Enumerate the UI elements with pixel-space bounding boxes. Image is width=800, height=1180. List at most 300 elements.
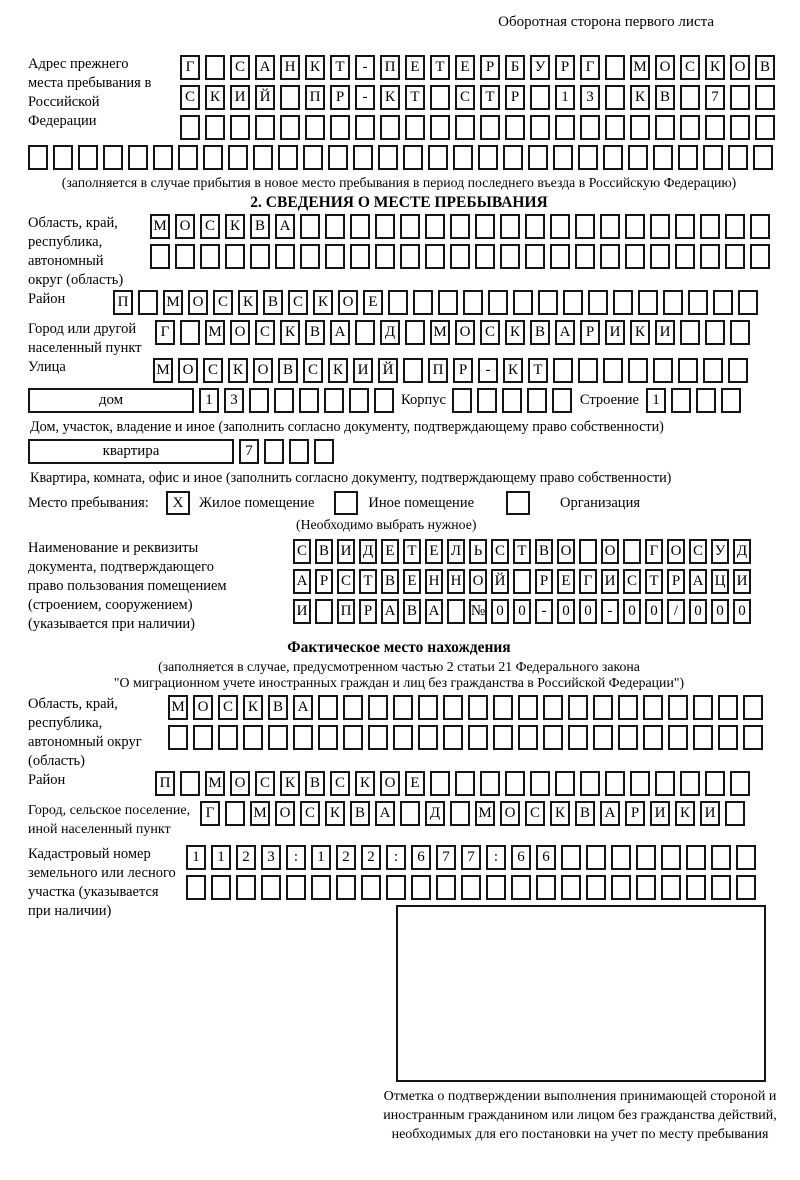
form-cell[interactable]	[693, 695, 713, 720]
form-cell[interactable]: М	[153, 358, 173, 383]
form-cell[interactable]	[128, 145, 148, 170]
form-cell[interactable]	[618, 695, 638, 720]
form-cell[interactable]: К	[305, 55, 325, 80]
form-cell[interactable]: П	[337, 599, 355, 624]
form-cell[interactable]: К	[328, 358, 348, 383]
form-cell[interactable]	[611, 845, 631, 870]
form-cell[interactable]	[430, 115, 450, 140]
form-cell[interactable]	[500, 244, 520, 269]
form-cell[interactable]: О	[557, 539, 575, 564]
form-cell[interactable]: К	[550, 801, 570, 826]
form-cell[interactable]	[230, 115, 250, 140]
form-cell[interactable]	[543, 725, 563, 750]
form-cell[interactable]	[275, 244, 295, 269]
form-cell[interactable]	[264, 439, 284, 464]
form-cell[interactable]	[355, 115, 375, 140]
form-cell[interactable]	[318, 695, 338, 720]
form-cell[interactable]	[493, 695, 513, 720]
form-cell[interactable]: Л	[447, 539, 465, 564]
form-cell[interactable]: В	[530, 320, 550, 345]
form-cell[interactable]	[368, 725, 388, 750]
form-cell[interactable]: С	[200, 214, 220, 239]
form-cell[interactable]	[550, 214, 570, 239]
form-cell[interactable]	[450, 801, 470, 826]
form-cell[interactable]	[503, 145, 523, 170]
form-cell[interactable]	[186, 875, 206, 900]
form-cell[interactable]: О	[338, 290, 358, 315]
checkbox-organization[interactable]	[506, 491, 530, 515]
form-cell[interactable]	[468, 725, 488, 750]
form-cell[interactable]: Р	[330, 85, 350, 110]
form-cell[interactable]	[403, 358, 423, 383]
form-cell[interactable]	[525, 214, 545, 239]
form-cell[interactable]	[374, 388, 394, 413]
form-cell[interactable]: С	[230, 55, 250, 80]
form-cell[interactable]	[350, 244, 370, 269]
form-cell[interactable]: Г	[580, 55, 600, 80]
form-cell[interactable]	[680, 771, 700, 796]
form-cell[interactable]	[178, 145, 198, 170]
form-cell[interactable]: Т	[359, 569, 377, 594]
form-cell[interactable]	[150, 244, 170, 269]
form-cell[interactable]	[468, 695, 488, 720]
form-cell[interactable]	[463, 290, 483, 315]
form-cell[interactable]	[543, 695, 563, 720]
form-cell[interactable]	[403, 145, 423, 170]
form-cell[interactable]: В	[655, 85, 675, 110]
form-cell[interactable]	[603, 358, 623, 383]
form-cell[interactable]	[311, 875, 331, 900]
form-cell[interactable]: О	[500, 801, 520, 826]
form-cell[interactable]: Б	[505, 55, 525, 80]
form-cell[interactable]	[436, 875, 456, 900]
form-cell[interactable]: Е	[425, 539, 443, 564]
form-cell[interactable]	[628, 145, 648, 170]
form-cell[interactable]	[636, 845, 656, 870]
form-cell[interactable]	[380, 115, 400, 140]
form-cell[interactable]	[505, 771, 525, 796]
form-cell[interactable]	[455, 115, 475, 140]
form-cell[interactable]	[400, 214, 420, 239]
form-cell[interactable]	[280, 85, 300, 110]
form-cell[interactable]	[513, 290, 533, 315]
form-cell[interactable]: 2	[361, 845, 381, 870]
form-cell[interactable]	[755, 115, 775, 140]
form-cell[interactable]	[561, 845, 581, 870]
form-cell[interactable]	[400, 801, 420, 826]
form-cell[interactable]	[680, 320, 700, 345]
form-cell[interactable]	[743, 695, 763, 720]
form-cell[interactable]: -	[355, 55, 375, 80]
form-cell[interactable]: В	[315, 539, 333, 564]
form-cell[interactable]	[653, 358, 673, 383]
form-cell[interactable]	[713, 290, 733, 315]
form-cell[interactable]	[343, 725, 363, 750]
form-cell[interactable]: К	[380, 85, 400, 110]
form-cell[interactable]	[438, 290, 458, 315]
form-cell[interactable]	[527, 388, 547, 413]
form-cell[interactable]	[705, 115, 725, 140]
form-cell[interactable]: 3	[224, 388, 244, 413]
form-cell[interactable]	[575, 214, 595, 239]
form-cell[interactable]: Д	[733, 539, 751, 564]
form-cell[interactable]	[678, 145, 698, 170]
form-cell[interactable]: 6	[511, 845, 531, 870]
form-cell[interactable]	[753, 145, 773, 170]
form-cell[interactable]	[725, 801, 745, 826]
form-cell[interactable]	[625, 214, 645, 239]
form-cell[interactable]	[743, 725, 763, 750]
form-cell[interactable]	[253, 145, 273, 170]
form-cell[interactable]	[103, 145, 123, 170]
form-cell[interactable]: К	[225, 214, 245, 239]
form-cell[interactable]	[688, 290, 708, 315]
form-cell[interactable]	[289, 439, 309, 464]
form-cell[interactable]: П	[155, 771, 175, 796]
form-cell[interactable]	[28, 145, 48, 170]
form-cell[interactable]	[618, 725, 638, 750]
form-cell[interactable]: -	[355, 85, 375, 110]
form-cell[interactable]	[475, 214, 495, 239]
form-cell[interactable]: П	[380, 55, 400, 80]
form-cell[interactable]	[730, 320, 750, 345]
form-cell[interactable]	[343, 695, 363, 720]
form-cell[interactable]	[736, 875, 756, 900]
form-cell[interactable]	[555, 771, 575, 796]
form-cell[interactable]	[630, 115, 650, 140]
form-cell[interactable]	[293, 725, 313, 750]
form-cell[interactable]: Р	[505, 85, 525, 110]
form-cell[interactable]: :	[386, 845, 406, 870]
form-cell[interactable]: С	[330, 771, 350, 796]
form-cell[interactable]	[693, 725, 713, 750]
form-cell[interactable]	[452, 388, 472, 413]
form-cell[interactable]: С	[213, 290, 233, 315]
form-cell[interactable]: В	[263, 290, 283, 315]
form-cell[interactable]	[480, 115, 500, 140]
form-cell[interactable]: Т	[405, 85, 425, 110]
form-cell[interactable]: С	[203, 358, 223, 383]
form-cell[interactable]	[480, 771, 500, 796]
form-cell[interactable]	[453, 145, 473, 170]
form-cell[interactable]	[530, 85, 550, 110]
form-cell[interactable]	[250, 244, 270, 269]
form-cell[interactable]: 7	[705, 85, 725, 110]
form-cell[interactable]: К	[705, 55, 725, 80]
form-cell[interactable]	[600, 244, 620, 269]
form-cell[interactable]: 1	[186, 845, 206, 870]
form-cell[interactable]	[425, 244, 445, 269]
form-cell[interactable]: Н	[425, 569, 443, 594]
form-cell[interactable]: И	[601, 569, 619, 594]
form-cell[interactable]: О	[188, 290, 208, 315]
form-cell[interactable]: 0	[623, 599, 641, 624]
form-cell[interactable]	[653, 145, 673, 170]
form-cell[interactable]	[225, 801, 245, 826]
form-cell[interactable]	[588, 290, 608, 315]
form-cell[interactable]	[205, 115, 225, 140]
form-cell[interactable]: В	[755, 55, 775, 80]
form-cell[interactable]	[750, 214, 770, 239]
form-cell[interactable]	[686, 875, 706, 900]
form-cell[interactable]: С	[300, 801, 320, 826]
form-cell[interactable]	[668, 725, 688, 750]
form-cell[interactable]	[711, 875, 731, 900]
form-cell[interactable]: Н	[280, 55, 300, 80]
form-cell[interactable]	[286, 875, 306, 900]
form-cell[interactable]: 0	[645, 599, 663, 624]
form-cell[interactable]: Е	[381, 539, 399, 564]
form-cell[interactable]: 0	[513, 599, 531, 624]
form-cell[interactable]: 0	[491, 599, 509, 624]
form-cell[interactable]: М	[250, 801, 270, 826]
form-cell[interactable]	[586, 845, 606, 870]
form-cell[interactable]	[325, 244, 345, 269]
form-cell[interactable]: Е	[403, 569, 421, 594]
form-cell[interactable]	[261, 875, 281, 900]
form-cell[interactable]	[675, 214, 695, 239]
form-cell[interactable]	[243, 725, 263, 750]
form-cell[interactable]: М	[150, 214, 170, 239]
form-cell[interactable]: К	[238, 290, 258, 315]
form-cell[interactable]	[638, 290, 658, 315]
form-cell[interactable]: О	[230, 771, 250, 796]
form-cell[interactable]: 1	[211, 845, 231, 870]
form-cell[interactable]: 7	[436, 845, 456, 870]
form-cell[interactable]	[318, 725, 338, 750]
form-cell[interactable]: К	[325, 801, 345, 826]
form-cell[interactable]	[605, 85, 625, 110]
form-cell[interactable]: М	[168, 695, 188, 720]
form-cell[interactable]: К	[630, 85, 650, 110]
form-cell[interactable]	[477, 388, 497, 413]
form-cell[interactable]	[661, 845, 681, 870]
form-cell[interactable]	[530, 771, 550, 796]
form-cell[interactable]	[568, 725, 588, 750]
form-cell[interactable]: К	[205, 85, 225, 110]
form-cell[interactable]	[718, 695, 738, 720]
form-cell[interactable]	[378, 145, 398, 170]
form-cell[interactable]	[255, 115, 275, 140]
form-cell[interactable]	[153, 145, 173, 170]
form-cell[interactable]: 0	[689, 599, 707, 624]
form-cell[interactable]: А	[330, 320, 350, 345]
form-cell[interactable]	[550, 244, 570, 269]
form-cell[interactable]: П	[305, 85, 325, 110]
form-cell[interactable]	[728, 358, 748, 383]
form-cell[interactable]: С	[293, 539, 311, 564]
form-cell[interactable]	[518, 695, 538, 720]
form-cell[interactable]	[675, 244, 695, 269]
form-cell[interactable]	[193, 725, 213, 750]
form-cell[interactable]	[663, 290, 683, 315]
form-cell[interactable]: Е	[557, 569, 575, 594]
form-cell[interactable]	[705, 771, 725, 796]
form-cell[interactable]	[205, 55, 225, 80]
form-cell[interactable]: С	[255, 320, 275, 345]
form-cell[interactable]: Д	[425, 801, 445, 826]
form-cell[interactable]: В	[250, 214, 270, 239]
form-cell[interactable]: У	[530, 55, 550, 80]
form-cell[interactable]	[211, 875, 231, 900]
form-cell[interactable]	[528, 145, 548, 170]
form-cell[interactable]: К	[503, 358, 523, 383]
form-cell[interactable]	[278, 145, 298, 170]
form-cell[interactable]	[425, 214, 445, 239]
form-cell[interactable]	[696, 388, 716, 413]
form-cell[interactable]: С	[180, 85, 200, 110]
form-cell[interactable]: -	[601, 599, 619, 624]
form-cell[interactable]	[500, 214, 520, 239]
form-cell[interactable]: В	[305, 320, 325, 345]
form-cell[interactable]: 7	[461, 845, 481, 870]
form-cell[interactable]	[578, 358, 598, 383]
form-cell[interactable]	[575, 244, 595, 269]
form-cell[interactable]: К	[355, 771, 375, 796]
form-cell[interactable]: Д	[380, 320, 400, 345]
form-cell[interactable]: О	[455, 320, 475, 345]
form-cell[interactable]	[586, 875, 606, 900]
form-cell[interactable]: Р	[453, 358, 473, 383]
form-cell[interactable]	[711, 845, 731, 870]
form-cell[interactable]: И	[230, 85, 250, 110]
form-cell[interactable]: :	[286, 845, 306, 870]
form-cell[interactable]: В	[305, 771, 325, 796]
form-cell[interactable]	[703, 145, 723, 170]
form-cell[interactable]: С	[303, 358, 323, 383]
form-cell[interactable]	[563, 290, 583, 315]
form-cell[interactable]: Т	[430, 55, 450, 80]
form-cell[interactable]	[428, 145, 448, 170]
form-cell[interactable]	[553, 145, 573, 170]
form-cell[interactable]: О	[667, 539, 685, 564]
form-cell[interactable]	[511, 875, 531, 900]
form-cell[interactable]: М	[205, 771, 225, 796]
form-cell[interactable]: Й	[491, 569, 509, 594]
form-cell[interactable]: 7	[239, 439, 259, 464]
form-cell[interactable]: Н	[447, 569, 465, 594]
form-cell[interactable]	[513, 569, 531, 594]
form-cell[interactable]: Г	[645, 539, 663, 564]
form-cell[interactable]: /	[667, 599, 685, 624]
form-cell[interactable]	[218, 725, 238, 750]
form-cell[interactable]	[628, 358, 648, 383]
form-cell[interactable]: С	[491, 539, 509, 564]
form-cell[interactable]: С	[689, 539, 707, 564]
form-cell[interactable]: К	[243, 695, 263, 720]
form-cell[interactable]: Т	[480, 85, 500, 110]
form-cell[interactable]	[680, 115, 700, 140]
form-cell[interactable]	[450, 214, 470, 239]
form-cell[interactable]: Р	[667, 569, 685, 594]
form-cell[interactable]: И	[655, 320, 675, 345]
form-cell[interactable]	[703, 358, 723, 383]
form-cell[interactable]: О	[601, 539, 619, 564]
form-cell[interactable]	[355, 320, 375, 345]
form-cell[interactable]: М	[205, 320, 225, 345]
form-cell[interactable]: 3	[261, 845, 281, 870]
form-cell[interactable]: О	[275, 801, 295, 826]
form-cell[interactable]	[268, 725, 288, 750]
form-cell[interactable]	[755, 85, 775, 110]
form-cell[interactable]	[643, 695, 663, 720]
form-cell[interactable]	[443, 725, 463, 750]
form-cell[interactable]	[299, 388, 319, 413]
form-cell[interactable]: 1	[646, 388, 666, 413]
form-cell[interactable]: 1	[311, 845, 331, 870]
form-cell[interactable]	[353, 145, 373, 170]
form-cell[interactable]	[455, 771, 475, 796]
form-cell[interactable]	[236, 875, 256, 900]
checkbox-residential[interactable]: X	[166, 491, 190, 515]
form-cell[interactable]	[175, 244, 195, 269]
form-cell[interactable]	[488, 290, 508, 315]
form-cell[interactable]	[661, 875, 681, 900]
form-cell[interactable]: А	[689, 569, 707, 594]
form-cell[interactable]	[580, 115, 600, 140]
form-cell[interactable]	[578, 145, 598, 170]
form-cell[interactable]	[418, 695, 438, 720]
form-cell[interactable]	[430, 771, 450, 796]
form-cell[interactable]: С	[255, 771, 275, 796]
form-cell[interactable]: Е	[363, 290, 383, 315]
form-cell[interactable]	[461, 875, 481, 900]
form-cell[interactable]	[730, 115, 750, 140]
form-cell[interactable]	[579, 539, 597, 564]
form-cell[interactable]	[443, 695, 463, 720]
form-cell[interactable]	[303, 145, 323, 170]
form-cell[interactable]	[600, 214, 620, 239]
form-cell[interactable]	[605, 115, 625, 140]
form-cell[interactable]	[750, 244, 770, 269]
form-cell[interactable]: К	[630, 320, 650, 345]
form-cell[interactable]: В	[268, 695, 288, 720]
form-cell[interactable]	[505, 115, 525, 140]
form-cell[interactable]	[605, 55, 625, 80]
form-cell[interactable]	[738, 290, 758, 315]
form-cell[interactable]	[478, 145, 498, 170]
form-cell[interactable]	[611, 875, 631, 900]
form-cell[interactable]: С	[337, 569, 355, 594]
form-cell[interactable]: В	[535, 539, 553, 564]
form-cell[interactable]	[430, 85, 450, 110]
form-cell[interactable]: Т	[645, 569, 663, 594]
form-cell[interactable]	[393, 725, 413, 750]
form-cell[interactable]	[721, 388, 741, 413]
form-cell[interactable]: Д	[359, 539, 377, 564]
form-cell[interactable]: И	[650, 801, 670, 826]
form-cell[interactable]: К	[505, 320, 525, 345]
form-cell[interactable]: Р	[315, 569, 333, 594]
form-cell[interactable]	[725, 214, 745, 239]
form-cell[interactable]: -	[535, 599, 553, 624]
form-cell[interactable]: 6	[536, 845, 556, 870]
form-cell[interactable]	[300, 244, 320, 269]
form-cell[interactable]	[502, 388, 522, 413]
form-cell[interactable]: П	[113, 290, 133, 315]
form-cell[interactable]: Р	[555, 55, 575, 80]
form-cell[interactable]: А	[275, 214, 295, 239]
form-cell[interactable]: М	[475, 801, 495, 826]
form-cell[interactable]: И	[353, 358, 373, 383]
form-cell[interactable]	[375, 244, 395, 269]
form-cell[interactable]: С	[288, 290, 308, 315]
form-cell[interactable]	[305, 115, 325, 140]
form-cell[interactable]: Й	[255, 85, 275, 110]
form-cell[interactable]: К	[675, 801, 695, 826]
form-cell[interactable]: О	[380, 771, 400, 796]
form-cell[interactable]: Ь	[469, 539, 487, 564]
